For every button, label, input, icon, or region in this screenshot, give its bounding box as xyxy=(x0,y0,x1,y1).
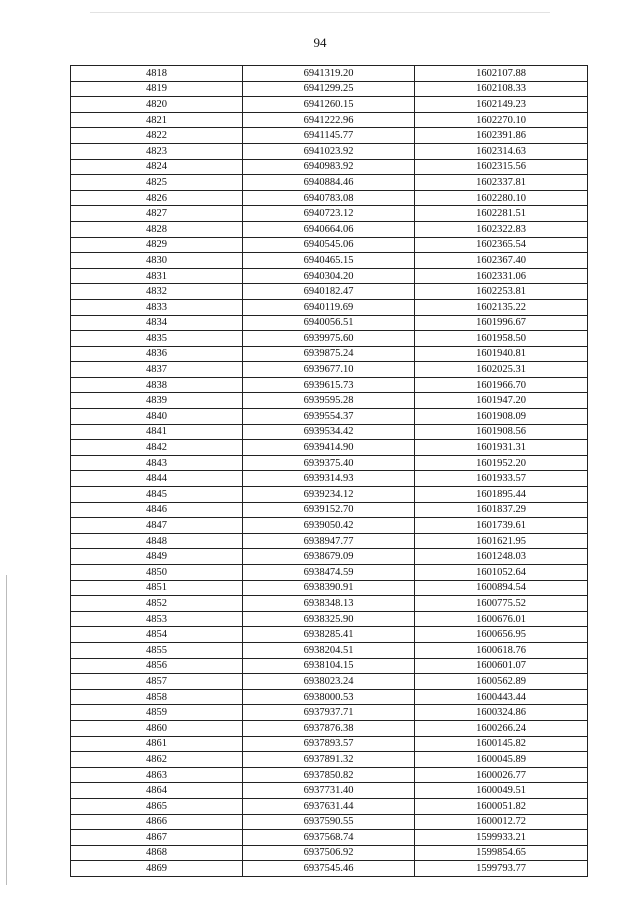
table-row xyxy=(71,752,588,768)
table-row xyxy=(71,674,588,690)
x-coordinate-cell: 6939414.90 xyxy=(243,440,415,456)
point-number-cell: 4822 xyxy=(71,128,243,144)
x-coordinate-cell: 6939615.73 xyxy=(243,377,415,393)
table-row xyxy=(71,798,588,814)
table-row xyxy=(71,221,588,237)
table-row xyxy=(71,565,588,581)
y-coordinate-cell: 1601940.81 xyxy=(415,346,588,362)
table-row xyxy=(71,471,588,487)
point-number-cell: 4839 xyxy=(71,393,243,409)
table-row xyxy=(71,268,588,284)
y-coordinate-cell: 1602107.88 xyxy=(415,66,588,82)
x-coordinate-cell: 6938947.77 xyxy=(243,533,415,549)
x-coordinate-cell: 6937590.55 xyxy=(243,814,415,830)
y-coordinate-cell: 1601908.09 xyxy=(415,409,588,425)
x-coordinate-cell: 6939375.40 xyxy=(243,455,415,471)
table-row xyxy=(71,190,588,206)
x-coordinate-cell: 6941023.92 xyxy=(243,143,415,159)
y-coordinate-cell: 1602108.33 xyxy=(415,81,588,97)
y-coordinate-cell: 1602367.40 xyxy=(415,253,588,269)
table-row xyxy=(71,705,588,721)
x-coordinate-cell: 6938325.90 xyxy=(243,611,415,627)
page-number: 94 xyxy=(313,35,327,50)
table-row xyxy=(71,455,588,471)
y-coordinate-cell: 1602135.22 xyxy=(415,299,588,315)
point-number-cell: 4828 xyxy=(71,221,243,237)
point-number-cell: 4845 xyxy=(71,487,243,503)
table-row xyxy=(71,845,588,861)
table-row xyxy=(71,331,588,347)
y-coordinate-cell: 1600618.76 xyxy=(415,642,588,658)
y-coordinate-cell: 1602149.23 xyxy=(415,97,588,113)
x-coordinate-cell: 6939234.12 xyxy=(243,487,415,503)
point-number-cell: 4859 xyxy=(71,705,243,721)
point-number-cell: 4866 xyxy=(71,814,243,830)
point-number-cell: 4843 xyxy=(71,455,243,471)
table-row xyxy=(71,642,588,658)
x-coordinate-cell: 6940783.08 xyxy=(243,190,415,206)
point-number-cell: 4868 xyxy=(71,845,243,861)
y-coordinate-cell: 1601248.03 xyxy=(415,549,588,565)
y-coordinate-cell: 1601621.95 xyxy=(415,533,588,549)
table-row xyxy=(71,658,588,674)
table-row xyxy=(71,175,588,191)
table-row xyxy=(71,861,588,877)
point-number-cell: 4836 xyxy=(71,346,243,362)
y-coordinate-cell: 1600443.44 xyxy=(415,689,588,705)
table-row xyxy=(71,299,588,315)
x-coordinate-cell: 6941260.15 xyxy=(243,97,415,113)
x-coordinate-cell: 6940664.06 xyxy=(243,221,415,237)
x-coordinate-cell: 6938000.53 xyxy=(243,689,415,705)
x-coordinate-cell: 6941319.20 xyxy=(243,66,415,82)
y-coordinate-cell: 1599933.21 xyxy=(415,830,588,846)
table-row xyxy=(71,253,588,269)
y-coordinate-cell: 1600562.89 xyxy=(415,674,588,690)
x-coordinate-cell: 6937893.57 xyxy=(243,736,415,752)
point-number-cell: 4840 xyxy=(71,409,243,425)
y-coordinate-cell: 1601837.29 xyxy=(415,502,588,518)
y-coordinate-cell: 1602322.83 xyxy=(415,221,588,237)
x-coordinate-cell: 6939314.93 xyxy=(243,471,415,487)
point-number-cell: 4823 xyxy=(71,143,243,159)
point-number-cell: 4824 xyxy=(71,159,243,175)
point-number-cell: 4830 xyxy=(71,253,243,269)
x-coordinate-cell: 6939534.42 xyxy=(243,424,415,440)
point-number-cell: 4850 xyxy=(71,565,243,581)
y-coordinate-cell: 1602025.31 xyxy=(415,362,588,378)
y-coordinate-cell: 1601931.31 xyxy=(415,440,588,456)
table-row xyxy=(71,237,588,253)
point-number-cell: 4833 xyxy=(71,299,243,315)
point-number-cell: 4837 xyxy=(71,362,243,378)
table-row xyxy=(71,549,588,565)
table-row xyxy=(71,315,588,331)
x-coordinate-cell: 6938348.13 xyxy=(243,596,415,612)
table-row xyxy=(71,393,588,409)
x-coordinate-cell: 6940545.06 xyxy=(243,237,415,253)
table-row xyxy=(71,533,588,549)
x-coordinate-cell: 6938390.91 xyxy=(243,580,415,596)
table-row xyxy=(71,814,588,830)
x-coordinate-cell: 6938204.51 xyxy=(243,642,415,658)
x-coordinate-cell: 6939050.42 xyxy=(243,518,415,534)
table-row xyxy=(71,143,588,159)
x-coordinate-cell: 6939875.24 xyxy=(243,346,415,362)
table-row xyxy=(71,112,588,128)
table-row xyxy=(71,689,588,705)
y-coordinate-cell: 1601952.20 xyxy=(415,455,588,471)
point-number-cell: 4867 xyxy=(71,830,243,846)
table-row xyxy=(71,518,588,534)
y-coordinate-cell: 1602365.54 xyxy=(415,237,588,253)
x-coordinate-cell: 6940983.92 xyxy=(243,159,415,175)
x-coordinate-cell: 6937545.46 xyxy=(243,861,415,877)
y-coordinate-cell: 1602331.06 xyxy=(415,268,588,284)
scan-margin-line xyxy=(6,575,7,885)
point-number-cell: 4869 xyxy=(71,861,243,877)
x-coordinate-cell: 6940884.46 xyxy=(243,175,415,191)
point-number-cell: 4832 xyxy=(71,284,243,300)
point-number-cell: 4856 xyxy=(71,658,243,674)
point-number-cell: 4831 xyxy=(71,268,243,284)
y-coordinate-cell: 1601739.61 xyxy=(415,518,588,534)
table-row xyxy=(71,611,588,627)
x-coordinate-cell: 6937631.44 xyxy=(243,798,415,814)
point-number-cell: 4826 xyxy=(71,190,243,206)
point-number-cell: 4861 xyxy=(71,736,243,752)
coordinates-table-body xyxy=(71,66,588,877)
x-coordinate-cell: 6940056.51 xyxy=(243,315,415,331)
x-coordinate-cell: 6938474.59 xyxy=(243,565,415,581)
point-number-cell: 4841 xyxy=(71,424,243,440)
x-coordinate-cell: 6937937.71 xyxy=(243,705,415,721)
table-row xyxy=(71,128,588,144)
x-coordinate-cell: 6940304.20 xyxy=(243,268,415,284)
point-number-cell: 4857 xyxy=(71,674,243,690)
point-number-cell: 4864 xyxy=(71,783,243,799)
point-number-cell: 4825 xyxy=(71,175,243,191)
y-coordinate-cell: 1600049.51 xyxy=(415,783,588,799)
x-coordinate-cell: 6940465.15 xyxy=(243,253,415,269)
point-number-cell: 4838 xyxy=(71,377,243,393)
table-row xyxy=(71,284,588,300)
x-coordinate-cell: 6941145.77 xyxy=(243,128,415,144)
x-coordinate-cell: 6939975.60 xyxy=(243,331,415,347)
x-coordinate-cell: 6938285.41 xyxy=(243,627,415,643)
point-number-cell: 4820 xyxy=(71,97,243,113)
table-row xyxy=(71,502,588,518)
x-coordinate-cell: 6939595.28 xyxy=(243,393,415,409)
table-row xyxy=(71,362,588,378)
x-coordinate-cell: 6937568.74 xyxy=(243,830,415,846)
y-coordinate-cell: 1600026.77 xyxy=(415,767,588,783)
y-coordinate-cell: 1599854.65 xyxy=(415,845,588,861)
y-coordinate-cell: 1600601.07 xyxy=(415,658,588,674)
table-row xyxy=(71,440,588,456)
y-coordinate-cell: 1600324.86 xyxy=(415,705,588,721)
y-coordinate-cell: 1601966.70 xyxy=(415,377,588,393)
x-coordinate-cell: 6941299.25 xyxy=(243,81,415,97)
table-row xyxy=(71,424,588,440)
y-coordinate-cell: 1602280.10 xyxy=(415,190,588,206)
point-number-cell: 4851 xyxy=(71,580,243,596)
y-coordinate-cell: 1600145.82 xyxy=(415,736,588,752)
point-number-cell: 4819 xyxy=(71,81,243,97)
point-number-cell: 4865 xyxy=(71,798,243,814)
y-coordinate-cell: 1601958.50 xyxy=(415,331,588,347)
y-coordinate-cell: 1600051.82 xyxy=(415,798,588,814)
point-number-cell: 4842 xyxy=(71,440,243,456)
x-coordinate-cell: 6940182.47 xyxy=(243,284,415,300)
table-row xyxy=(71,377,588,393)
point-number-cell: 4855 xyxy=(71,642,243,658)
y-coordinate-cell: 1601933.57 xyxy=(415,471,588,487)
table-row xyxy=(71,409,588,425)
y-coordinate-cell: 1600894.54 xyxy=(415,580,588,596)
point-number-cell: 4853 xyxy=(71,611,243,627)
x-coordinate-cell: 6941222.96 xyxy=(243,112,415,128)
y-coordinate-cell: 1600012.72 xyxy=(415,814,588,830)
x-coordinate-cell: 6937850.82 xyxy=(243,767,415,783)
point-number-cell: 4849 xyxy=(71,549,243,565)
y-coordinate-cell: 1602281.51 xyxy=(415,206,588,222)
x-coordinate-cell: 6937731.40 xyxy=(243,783,415,799)
table-row xyxy=(71,627,588,643)
y-coordinate-cell: 1600676.01 xyxy=(415,611,588,627)
y-coordinate-cell: 1602315.56 xyxy=(415,159,588,175)
table-row xyxy=(71,81,588,97)
point-number-cell: 4854 xyxy=(71,627,243,643)
point-number-cell: 4827 xyxy=(71,206,243,222)
y-coordinate-cell: 1602314.63 xyxy=(415,143,588,159)
point-number-cell: 4860 xyxy=(71,720,243,736)
table-row xyxy=(71,159,588,175)
x-coordinate-cell: 6939677.10 xyxy=(243,362,415,378)
table-row xyxy=(71,720,588,736)
point-number-cell: 4829 xyxy=(71,237,243,253)
table-row xyxy=(71,736,588,752)
table-row xyxy=(71,206,588,222)
point-number-cell: 4846 xyxy=(71,502,243,518)
table-row xyxy=(71,830,588,846)
point-number-cell: 4852 xyxy=(71,596,243,612)
scan-top-edge xyxy=(90,12,550,13)
y-coordinate-cell: 1600045.89 xyxy=(415,752,588,768)
coordinates-table xyxy=(70,65,588,877)
y-coordinate-cell: 1601052.64 xyxy=(415,565,588,581)
y-coordinate-cell: 1600656.95 xyxy=(415,627,588,643)
point-number-cell: 4844 xyxy=(71,471,243,487)
table-row xyxy=(71,487,588,503)
y-coordinate-cell: 1602270.10 xyxy=(415,112,588,128)
x-coordinate-cell: 6937891.32 xyxy=(243,752,415,768)
point-number-cell: 4848 xyxy=(71,533,243,549)
x-coordinate-cell: 6938023.24 xyxy=(243,674,415,690)
point-number-cell: 4821 xyxy=(71,112,243,128)
point-number-cell: 4858 xyxy=(71,689,243,705)
table-row xyxy=(71,783,588,799)
y-coordinate-cell: 1600775.52 xyxy=(415,596,588,612)
table-row xyxy=(71,346,588,362)
table-row xyxy=(71,596,588,612)
y-coordinate-cell: 1601996.67 xyxy=(415,315,588,331)
table-row xyxy=(71,97,588,113)
point-number-cell: 4835 xyxy=(71,331,243,347)
y-coordinate-cell: 1602391.86 xyxy=(415,128,588,144)
y-coordinate-cell: 1600266.24 xyxy=(415,720,588,736)
x-coordinate-cell: 6938104.15 xyxy=(243,658,415,674)
point-number-cell: 4834 xyxy=(71,315,243,331)
y-coordinate-cell: 1601908.56 xyxy=(415,424,588,440)
point-number-cell: 4862 xyxy=(71,752,243,768)
table-row xyxy=(71,66,588,82)
point-number-cell: 4863 xyxy=(71,767,243,783)
y-coordinate-cell: 1601947.20 xyxy=(415,393,588,409)
x-coordinate-cell: 6939554.37 xyxy=(243,409,415,425)
y-coordinate-cell: 1599793.77 xyxy=(415,861,588,877)
table-row xyxy=(71,767,588,783)
table-row xyxy=(71,580,588,596)
x-coordinate-cell: 6937876.38 xyxy=(243,720,415,736)
x-coordinate-cell: 6939152.70 xyxy=(243,502,415,518)
x-coordinate-cell: 6937506.92 xyxy=(243,845,415,861)
x-coordinate-cell: 6938679.09 xyxy=(243,549,415,565)
x-coordinate-cell: 6940119.69 xyxy=(243,299,415,315)
point-number-cell: 4818 xyxy=(71,66,243,82)
y-coordinate-cell: 1601895.44 xyxy=(415,487,588,503)
y-coordinate-cell: 1602253.81 xyxy=(415,284,588,300)
x-coordinate-cell: 6940723.12 xyxy=(243,206,415,222)
point-number-cell: 4847 xyxy=(71,518,243,534)
y-coordinate-cell: 1602337.81 xyxy=(415,175,588,191)
